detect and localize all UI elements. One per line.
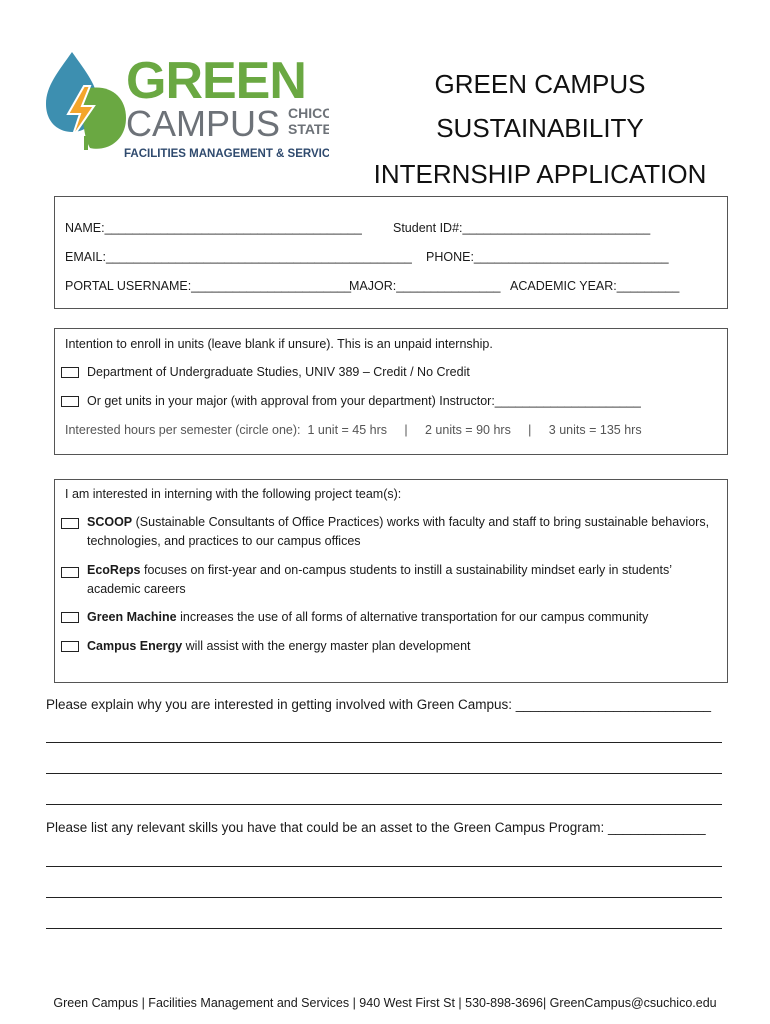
team-campus-energy-name: Campus Energy bbox=[87, 639, 183, 653]
ecoreps-checkbox[interactable] bbox=[61, 567, 79, 578]
team-green-machine-desc: increases the use of all forms of alternative transportation for our campus community bbox=[176, 610, 649, 624]
interest-answer-line-1[interactable] bbox=[46, 742, 722, 743]
team-green-machine bbox=[87, 608, 722, 627]
phone-field[interactable]: PHONE:____________________________ bbox=[426, 250, 669, 264]
hours-options[interactable]: Interested hours per semester (circle one): 1 unit = 45 hrs | 2 units = 90 hrs | 3 units = 135 hrs bbox=[65, 423, 642, 437]
univ389-label: Department of Undergraduate Studies, UNIV 389 – Credit / No Credit bbox=[87, 365, 470, 379]
email-field[interactable]: EMAIL:____________________________________________ bbox=[65, 250, 412, 264]
scoop-checkbox[interactable] bbox=[61, 518, 79, 529]
units-box bbox=[54, 328, 728, 455]
campus-energy-checkbox[interactable] bbox=[61, 641, 79, 652]
logo-mark-icon bbox=[44, 48, 329, 164]
team-campus-energy-desc: will assist with the energy master plan development bbox=[182, 639, 471, 653]
team-ecoreps-desc: focuses on first-year and on-campus students to instill a sustainability mindset early in students’ academic careers bbox=[87, 563, 672, 596]
units-intro: Intention to enroll in units (leave blank if unsure). This is an unpaid internship. bbox=[65, 337, 493, 351]
major-units-checkbox[interactable] bbox=[61, 396, 79, 407]
page-title-line3: INTERNSHIP APPLICATION bbox=[373, 159, 707, 189]
major-units-label[interactable]: Or get units in your major (with approval from your department) Instructor:_____________________ bbox=[87, 394, 641, 408]
skills-answer-line-3[interactable] bbox=[46, 928, 722, 929]
footer-contact: Green Campus | Facilities Management and Services | 940 West First St | 530-898-3696| GreenCampus@csuchico.edu bbox=[53, 996, 717, 1010]
skills-answer-line-2[interactable] bbox=[46, 897, 722, 898]
interest-question[interactable]: Please explain why you are interested in getting involved with Green Campus: __________________________ bbox=[46, 697, 711, 712]
team-campus-energy bbox=[87, 637, 722, 656]
name-field[interactable]: NAME:_____________________________________ bbox=[65, 221, 362, 235]
svg-text:CHICO: CHICO bbox=[288, 105, 329, 121]
personal-info-box bbox=[54, 196, 728, 309]
major-field[interactable]: MAJOR:_______________ bbox=[349, 279, 501, 293]
univ389-checkbox[interactable] bbox=[61, 367, 79, 378]
interest-answer-line-2[interactable] bbox=[46, 773, 722, 774]
page-title-line2: SUSTAINABILITY bbox=[436, 113, 644, 143]
team-ecoreps bbox=[87, 561, 722, 599]
svg-text:STATE: STATE bbox=[288, 121, 329, 137]
svg-text:GREEN: GREEN bbox=[126, 52, 306, 110]
team-scoop bbox=[87, 513, 722, 551]
interest-answer-line-3[interactable] bbox=[46, 804, 722, 805]
skills-answer-line-1[interactable] bbox=[46, 866, 722, 867]
page-title-line1: GREEN CAMPUS bbox=[434, 69, 646, 99]
green-machine-checkbox[interactable] bbox=[61, 612, 79, 623]
academic-year-field[interactable]: ACADEMIC YEAR:_________ bbox=[510, 279, 680, 293]
svg-text:CAMPUS: CAMPUS bbox=[126, 103, 281, 144]
team-ecoreps-name: EcoReps bbox=[87, 563, 141, 577]
skills-question[interactable]: Please list any relevant skills you have that could be an asset to the Green Campus Program: _____________ bbox=[46, 820, 706, 835]
team-scoop-name: SCOOP bbox=[87, 515, 133, 529]
student-id-field[interactable]: Student ID#:___________________________ bbox=[393, 221, 651, 235]
green-campus-logo bbox=[44, 48, 329, 164]
svg-text:FACILITIES MANAGEMENT & SERVIC: FACILITIES MANAGEMENT & SERVICES bbox=[124, 148, 329, 160]
team-scoop-desc: (Sustainable Consultants of Office Practices) works with faculty and staff to bring sustainable behaviors, technologies, and practices to our campus offices bbox=[87, 515, 710, 548]
portal-username-field[interactable]: PORTAL USERNAME:_______________________ bbox=[65, 279, 352, 293]
teams-intro: I am interested in interning with the following project team(s): bbox=[65, 487, 402, 501]
team-green-machine-name: Green Machine bbox=[87, 610, 177, 624]
